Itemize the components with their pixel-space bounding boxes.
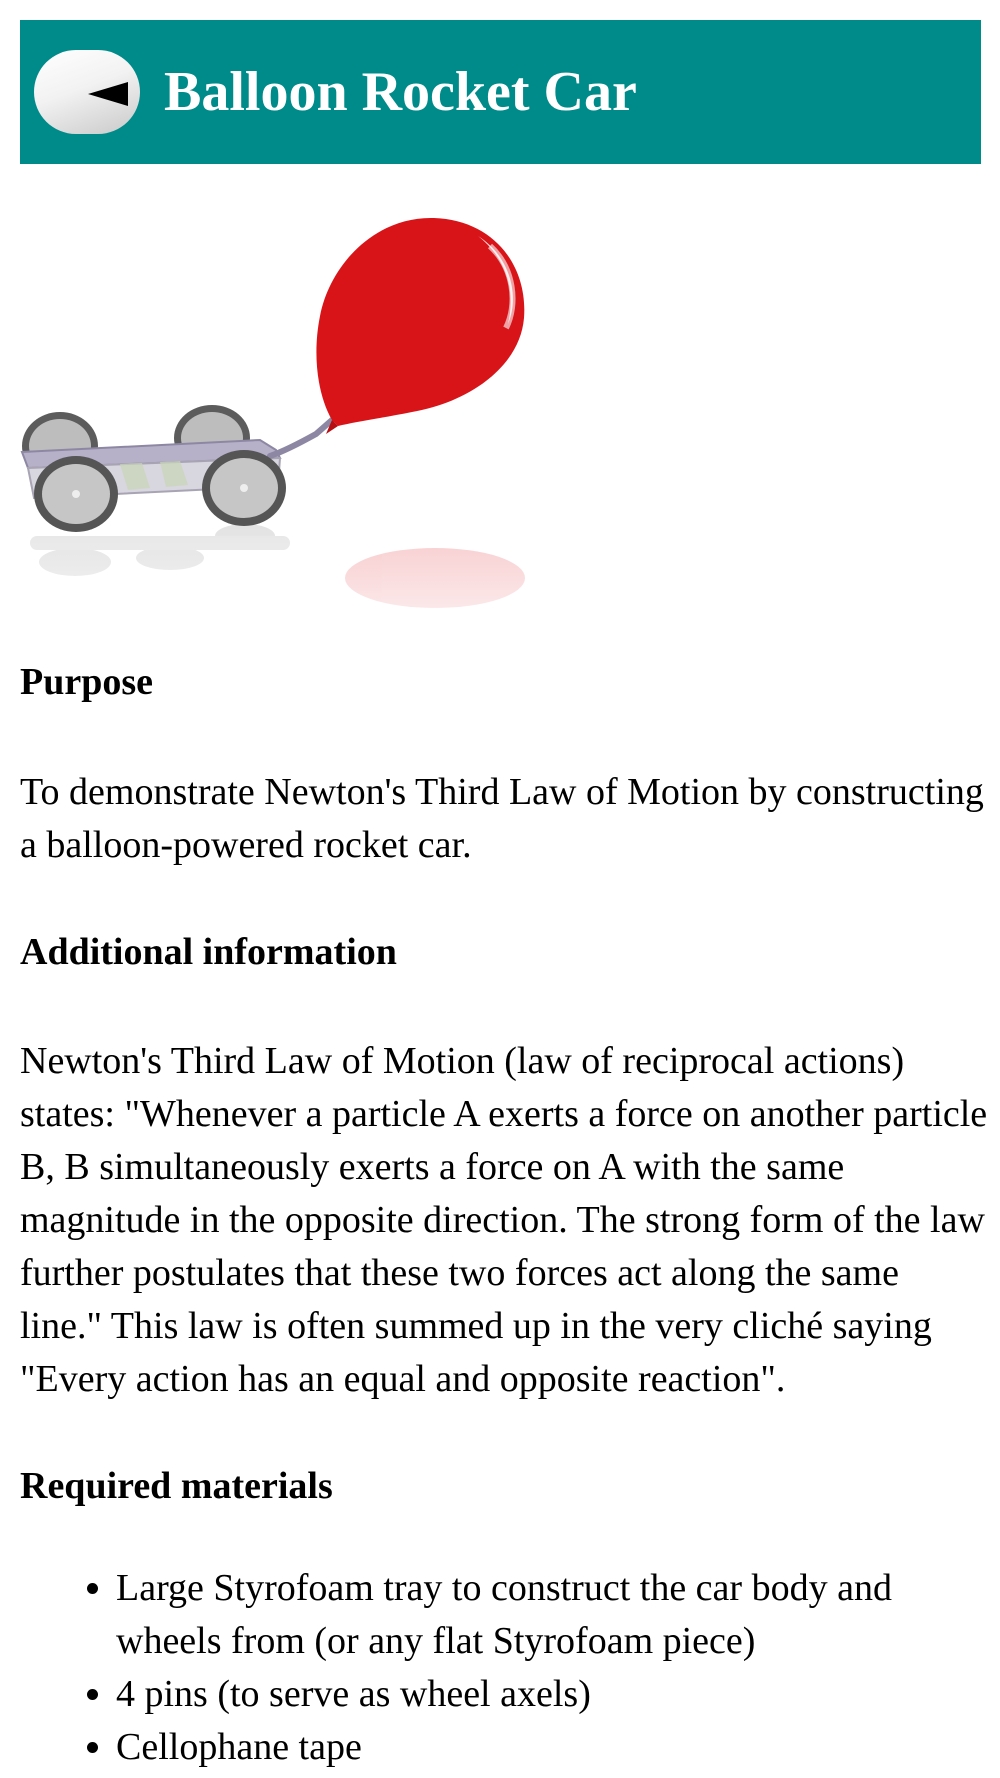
additional-info-text: Newton's Third Law of Motion (law of reciprocal actions) states: "Whenever a particle A exerts a force on another particle B, B simultaneously exerts a force on A with the same magnitude in the opposite direction. The strong form of the law further postulates that these two forces act along the same line." This law is often summed up in the very cliché saying "Every action has an equal and opposite reaction". [20, 1040, 988, 1401]
page-title: Balloon Rocket Car [164, 61, 637, 123]
purpose-text: To demonstrate Newton's Third Law of Motion by constructing a balloon-powered rocket car. [20, 770, 984, 866]
list-item: • Cellophane tape [116, 1721, 990, 1774]
materials-list [20, 1562, 990, 1774]
purpose-heading: Purpose [20, 661, 153, 703]
balloon-rocket-car-image [20, 206, 540, 610]
back-arrow-icon [88, 82, 128, 106]
list-item: • 4 pins (to serve as wheel axels) [116, 1668, 990, 1721]
list-item: • Large Styrofoam tray to construct the car body and wheels from (or any flat Styrofoam piece) [116, 1562, 990, 1668]
additional-info-heading: Additional information [20, 930, 397, 973]
main-content [20, 650, 990, 1774]
app-header [20, 20, 981, 164]
required-materials-heading: Required materials [20, 1465, 333, 1508]
back-button[interactable] [34, 50, 140, 134]
